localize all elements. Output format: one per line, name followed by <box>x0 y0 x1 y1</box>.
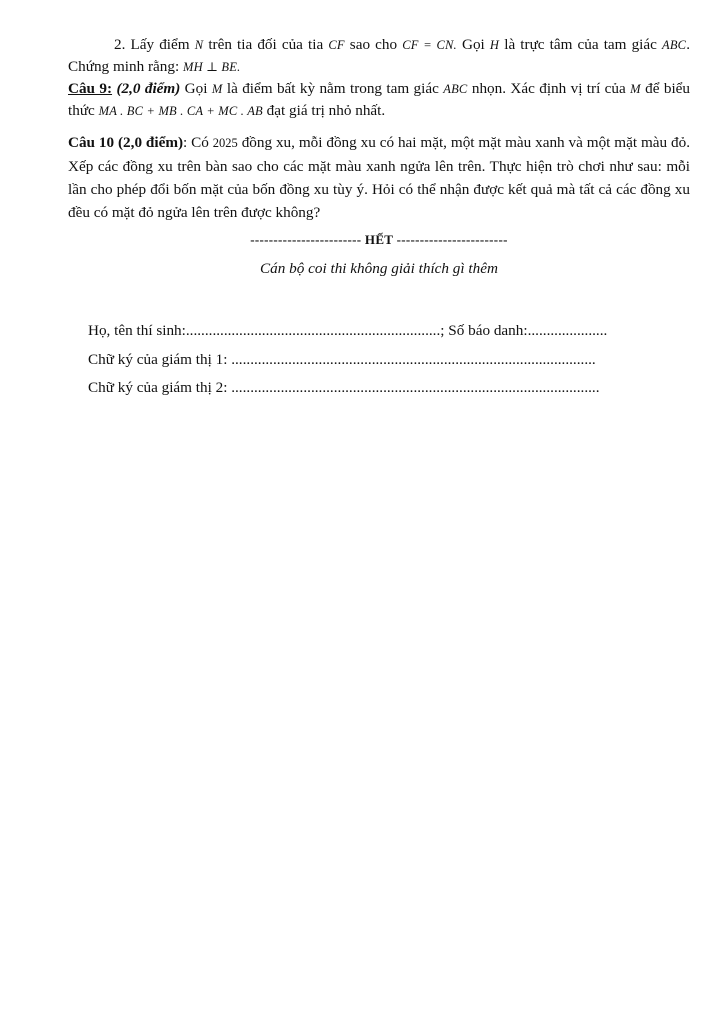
math-symbol: N <box>194 38 204 52</box>
text-run: đồng xu, mỗi đồng xu có hai mặt, một mặt màu xanh và một mặt màu đỏ. Xếp các đồng xu trên bàn sao cho các mặt màu xanh ngửa lên trên. Thực hiện trò chơi như sau: mỗi lần cho phép đổi bốn mặt của bốn đồng xu tùy ý. Hỏi có thể nhận được kết quả mà tất cả các đồng xu đều có mặt đỏ ngửa lên trên được không? <box>68 134 690 221</box>
text-run: trên tia đối của tia <box>203 36 329 53</box>
question-8-part-2 <box>68 34 690 78</box>
text-run: Gọi <box>456 36 490 53</box>
text-run: sao cho <box>344 36 403 53</box>
question-9 <box>68 78 690 122</box>
math-symbol: M <box>211 82 223 96</box>
math-symbol: CF <box>328 38 345 52</box>
question-label: Câu 9: <box>68 80 113 97</box>
invigilator-1-signature-field: Chữ ký của giám thị 1: ................................................................................................ <box>88 351 596 368</box>
invigilator-note: Cán bộ coi thi không giải thích gì thêm <box>260 260 498 277</box>
text-run: để biểu thức <box>68 80 691 119</box>
text-run: . Chứng minh rằng: <box>68 36 691 75</box>
text-run: Gọi <box>180 80 212 97</box>
text-run: là trực tâm của tam giác <box>499 36 662 53</box>
math-expression: MA . BC + MB . CA + MC . AB <box>98 104 263 118</box>
text-run: : Có <box>183 134 213 151</box>
math-symbol: H <box>489 38 500 52</box>
math-symbol: ABC <box>443 82 468 96</box>
math-expression: MH ⊥ BE. <box>182 60 241 74</box>
math-symbol: ABC <box>662 38 687 52</box>
text-run: là điểm bất kỳ nằm trong tam giác <box>222 80 444 97</box>
text-run: 2. Lấy điểm <box>114 36 195 53</box>
math-expression: CF = CN. <box>402 38 457 52</box>
coin-count: 2025 <box>212 136 238 150</box>
question-10 <box>68 131 690 224</box>
question-label: Câu 10 (2,0 điểm) <box>68 134 184 151</box>
end-marker: ------------------------ HẾT ------------------------ <box>250 232 508 247</box>
invigilator-2-signature-field: Chữ ký của giám thị 2: ................................................................................................. <box>88 379 600 396</box>
text-run: đạt giá trị nhỏ nhất. <box>262 102 386 119</box>
math-symbol: M <box>630 82 641 96</box>
text-run: nhọn. Xác định vị trí của <box>467 80 631 97</box>
candidate-name-field: Họ, tên thí sinh:...................................................................; Số báo danh:..................... <box>88 322 608 339</box>
question-points: (2,0 điểm) <box>116 80 181 97</box>
